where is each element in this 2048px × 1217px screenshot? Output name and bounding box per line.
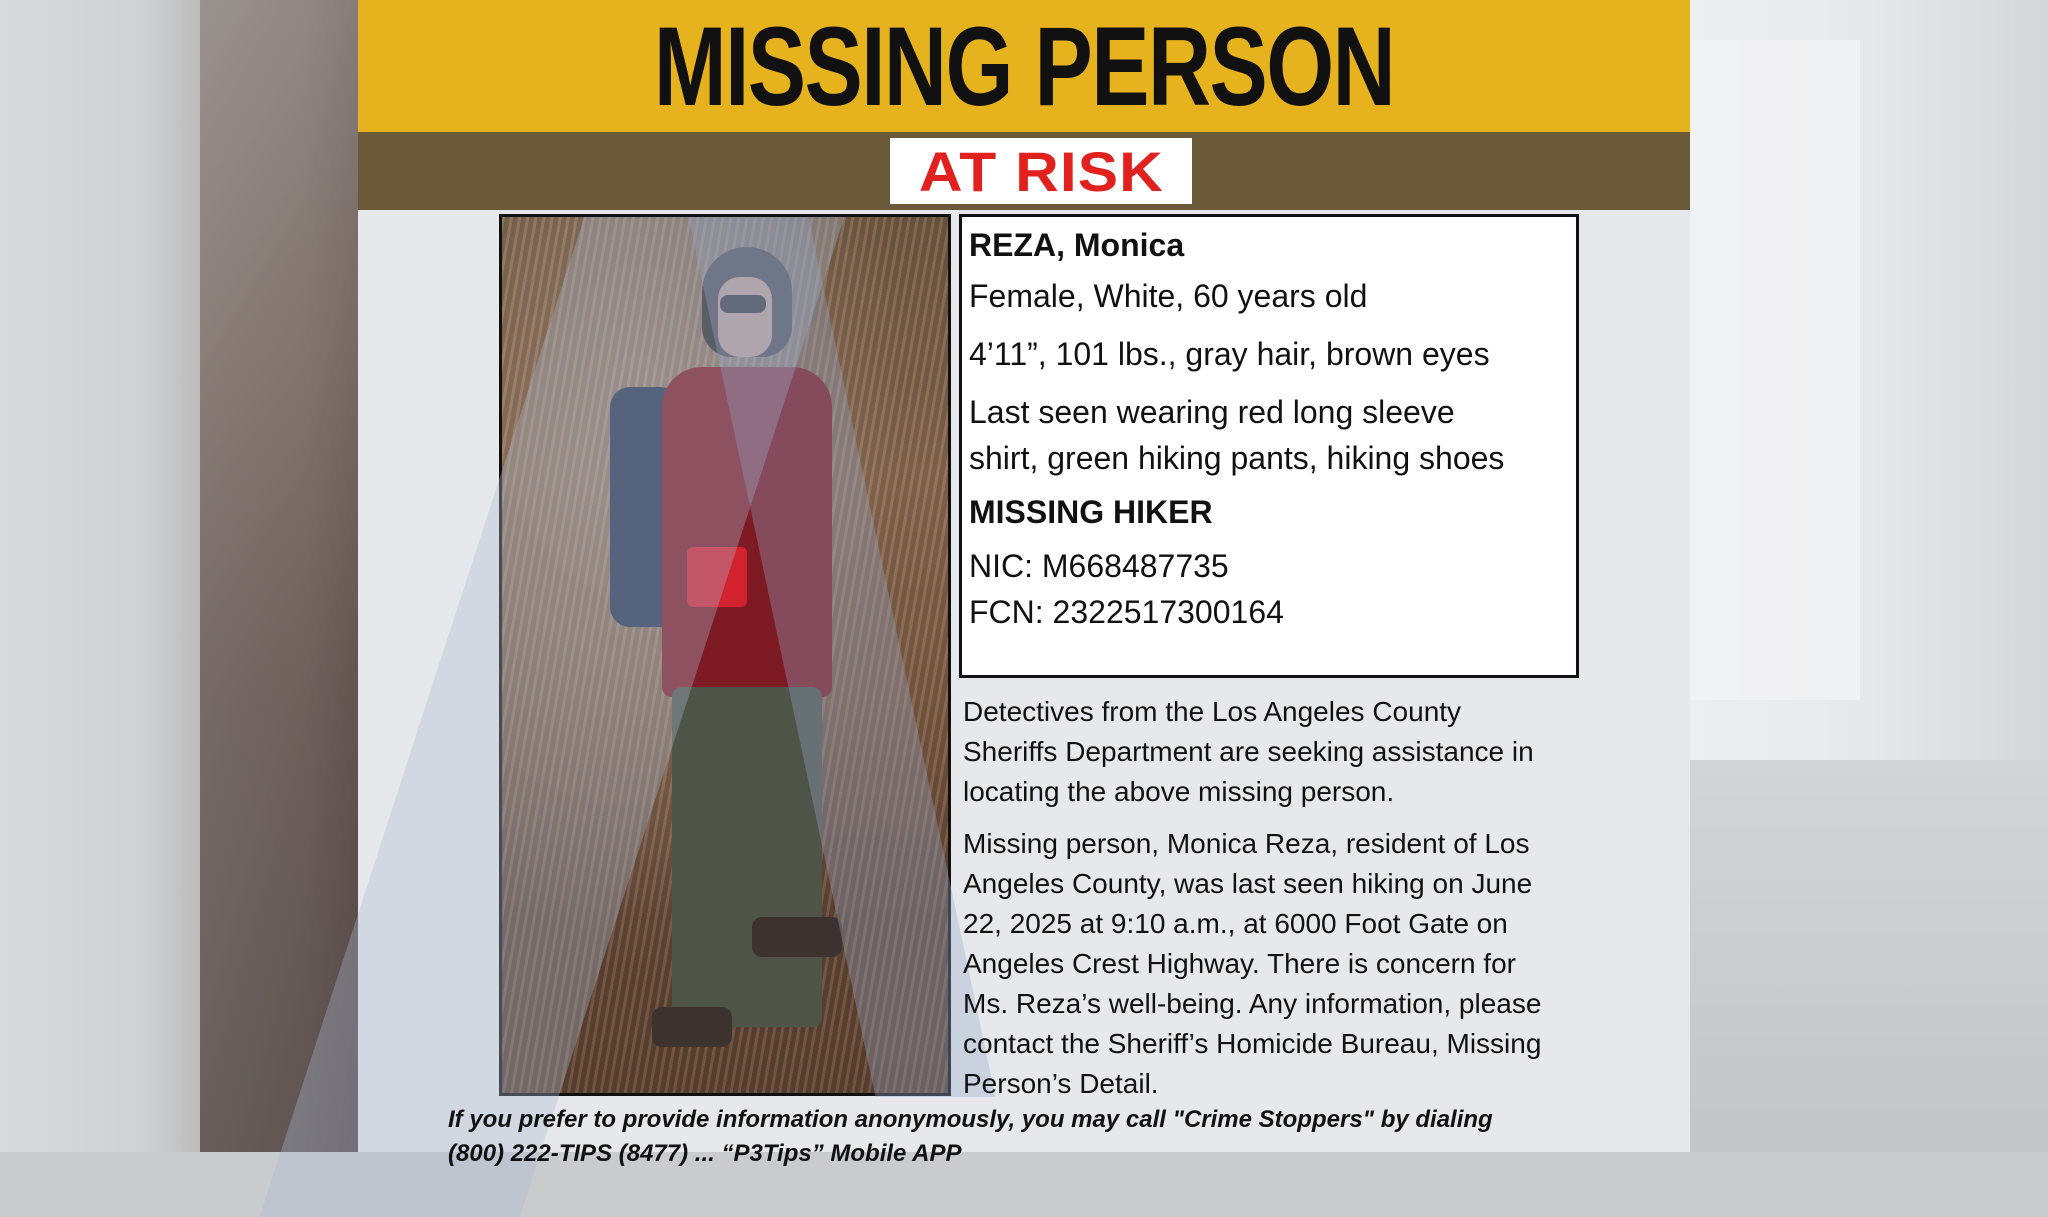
- person-name: REZA, Monica: [969, 227, 1185, 263]
- desc-line: Sheriffs Department are seeking assistance in: [963, 736, 1534, 767]
- background-blur-right: [1690, 0, 2048, 1152]
- person-demographics: Female, White, 60 years old: [969, 278, 1368, 314]
- case-description: [963, 692, 1623, 1116]
- missing-person-flyer: [358, 0, 1690, 1167]
- desc-line: Person’s Detail.: [963, 1068, 1159, 1099]
- fcn-number: FCN: 2322517300164: [969, 594, 1284, 630]
- desc-line: Detectives from the Los Angeles County: [963, 696, 1462, 727]
- desc-line: Angeles Crest Highway. There is concern for: [963, 948, 1516, 979]
- poster-title: MISSING PERSON: [653, 3, 1395, 129]
- person-photo: [499, 214, 951, 1096]
- clothing-line-1: Last seen wearing red long sleeve: [969, 394, 1455, 430]
- anonymous-tip-text: If you prefer to provide information anonymously, you may call "Crime Stoppers" by dialing: [448, 1106, 1493, 1133]
- desc-line: Ms. Reza’s well-being. Any information, please: [963, 988, 1542, 1019]
- at-risk-badge: [890, 138, 1192, 204]
- person-physical: 4’11”, 101 lbs., gray hair, brown eyes: [969, 336, 1490, 372]
- background-blur-left: [0, 0, 358, 1152]
- description-paragraph-2: [963, 824, 1623, 1104]
- missing-hiker-label: MISSING HIKER: [969, 494, 1213, 530]
- at-risk-label: AT RISK: [918, 139, 1164, 203]
- description-paragraph-1: [963, 692, 1623, 812]
- desc-line: 22, 2025 at 9:10 a.m., at 6000 Foot Gate on: [963, 908, 1508, 939]
- anonymous-tip-text-cut: (800) 222-TIPS (8477) ... “P3Tips” Mobile APP: [448, 1140, 962, 1167]
- title-banner: [358, 0, 1690, 132]
- desc-line: Angeles County, was last seen hiking on June: [963, 868, 1533, 899]
- desc-line: locating the above missing person.: [963, 776, 1395, 807]
- nic-number: NIC: M668487735: [969, 548, 1229, 584]
- person-details-box: [959, 214, 1579, 678]
- clothing-line-2: shirt, green hiking pants, hiking shoes: [969, 440, 1505, 476]
- desc-line: contact the Sheriff’s Homicide Bureau, Missing: [963, 1028, 1542, 1059]
- desc-line: Missing person, Monica Reza, resident of Los: [963, 828, 1530, 859]
